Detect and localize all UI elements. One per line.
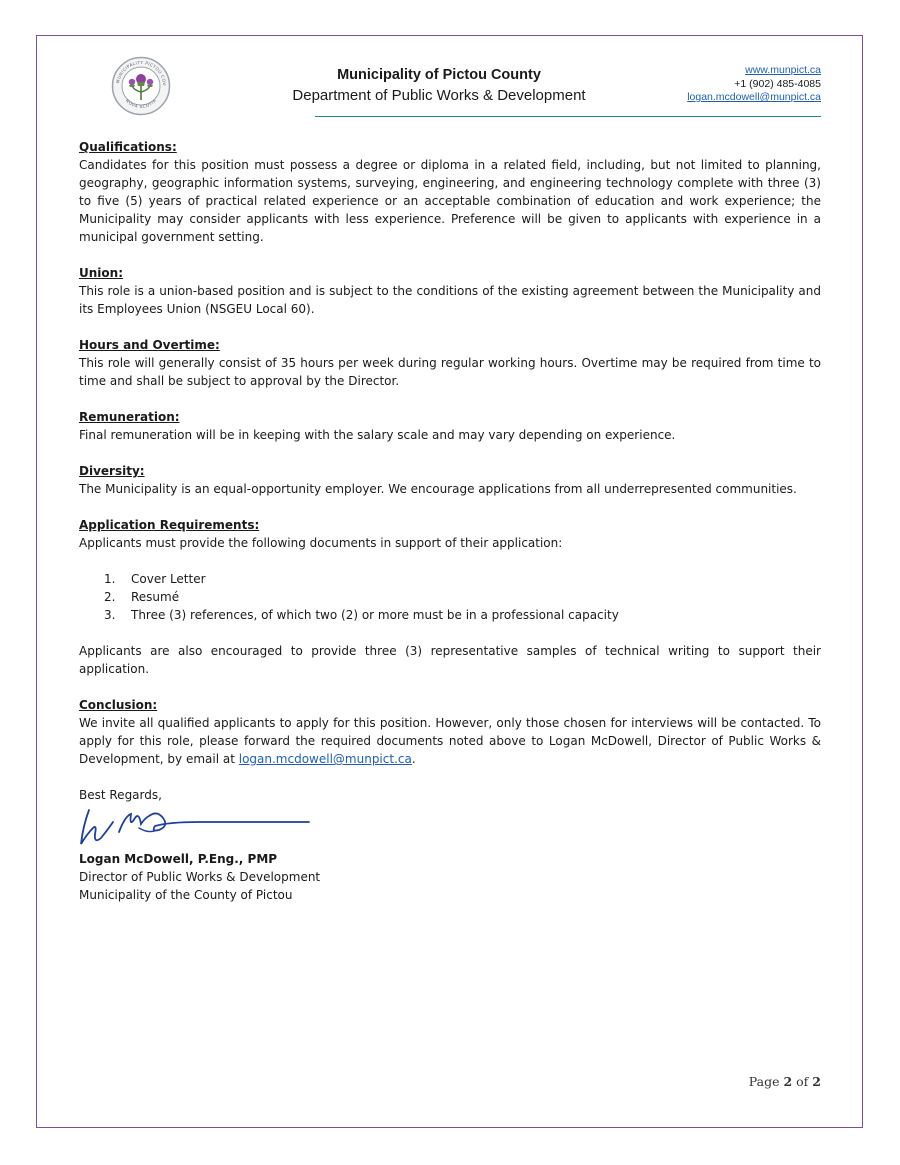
list-text: Resumé xyxy=(131,590,180,604)
letterhead-title-block xyxy=(269,65,609,107)
page-current: 2 xyxy=(783,1074,793,1089)
signatory-title: Director of Public Works & Development xyxy=(79,870,321,884)
municipal-seal-logo xyxy=(111,56,171,116)
letter-body xyxy=(79,138,821,904)
section-heading: Diversity: xyxy=(79,464,145,478)
website-link[interactable]: www.munpict.ca xyxy=(745,64,821,76)
list-item xyxy=(79,588,821,606)
conclusion-end: . xyxy=(411,752,416,766)
conclusion-text: We invite all qualified applicants to apply for this position. However, only those chosen for interviews will be contacted. To apply for this role, please forward the required documents noted above to Logan McDowell, Director of Public Works & Development, by email at xyxy=(79,716,821,766)
section-remuneration xyxy=(79,408,821,444)
section-body: Candidates for this position must possess a degree or diploma in a related field, including, but not limited to planning, geography, geographic information systems, surveying, engineering, and engineering technology complete with three (3) to five (5) years of practical related experience or an acceptable combination of education and work experience; the Municipality may consider applicants with less experience. Preference will be given to applicants with experience in a municipal government setting. xyxy=(79,158,821,244)
section-heading: Union: xyxy=(79,266,123,280)
list-item xyxy=(79,606,821,624)
section-application-requirements xyxy=(79,516,821,678)
handwritten-signature xyxy=(79,804,339,850)
svg-text:NOVA SCOTIA: NOVA SCOTIA xyxy=(124,97,158,110)
section-body: The Municipality is an equal-opportunity employer. We encourage applications from all underrepresented communities. xyxy=(79,482,797,496)
section-body: Final remuneration will be in keeping with the salary scale and may vary depending on experience. xyxy=(79,428,676,442)
conclusion-email-link[interactable]: logan.mcdowell@munpict.ca xyxy=(238,752,412,766)
page-total: 2 xyxy=(812,1074,821,1089)
section-heading: Remuneration: xyxy=(79,410,180,424)
requirements-list xyxy=(79,570,821,624)
section-heading: Conclusion: xyxy=(79,698,158,712)
section-heading: Qualifications: xyxy=(79,140,177,154)
contact-block xyxy=(687,64,821,105)
list-number: 2. xyxy=(104,590,116,604)
section-hours xyxy=(79,336,821,390)
list-number: 3. xyxy=(104,608,116,622)
list-item xyxy=(79,570,821,588)
section-body: This role will generally consist of 35 hours per week during regular working hours. Overtime may be required from time to time and shall be subject to approval by the Director. xyxy=(79,356,821,388)
section-heading: Application Requirements: xyxy=(79,518,260,532)
section-conclusion xyxy=(79,696,821,768)
header-divider xyxy=(315,116,821,117)
list-number: 1. xyxy=(104,572,116,586)
list-text: Three (3) references, of which two (2) or more must be in a professional capacity xyxy=(131,608,619,622)
section-qualifications xyxy=(79,138,821,246)
page-of: of xyxy=(796,1074,809,1089)
section-body: This role is a union-based position and is subject to the conditions of the existing agreement between the Municipality and its Employees Union (NSGEU Local 60). xyxy=(79,284,821,316)
signatory-organization: Municipality of the County of Pictou xyxy=(79,888,293,902)
svg-text:MUNICIPALITY PICTOU COUNTY: MUNICIPALITY PICTOU COU xyxy=(115,59,168,87)
section-body: Applicants must provide the following documents in support of their application: xyxy=(79,536,563,550)
organization-name: Municipality of Pictou County xyxy=(337,67,541,83)
closing-salutation: Best Regards, xyxy=(79,788,162,802)
department-name: Department of Public Works & Development xyxy=(292,87,586,104)
list-text: Cover Letter xyxy=(131,572,206,586)
signatory-name: Logan McDowell, P.Eng., PMP xyxy=(79,852,278,866)
page-prefix: Page xyxy=(748,1074,780,1089)
section-union xyxy=(79,264,821,318)
page-number xyxy=(749,1074,821,1089)
section-body xyxy=(79,714,821,768)
section-diversity xyxy=(79,462,821,498)
samples-note: Applicants are also encouraged to provide three (3) representative samples of technical writing to support their application. xyxy=(79,644,821,676)
section-heading: Hours and Overtime: xyxy=(79,338,220,352)
phone-number: +1 (902) 485-4085 xyxy=(734,77,821,90)
letterhead xyxy=(79,55,821,117)
header-email-link[interactable]: logan.mcdowell@munpict.ca xyxy=(687,91,821,103)
